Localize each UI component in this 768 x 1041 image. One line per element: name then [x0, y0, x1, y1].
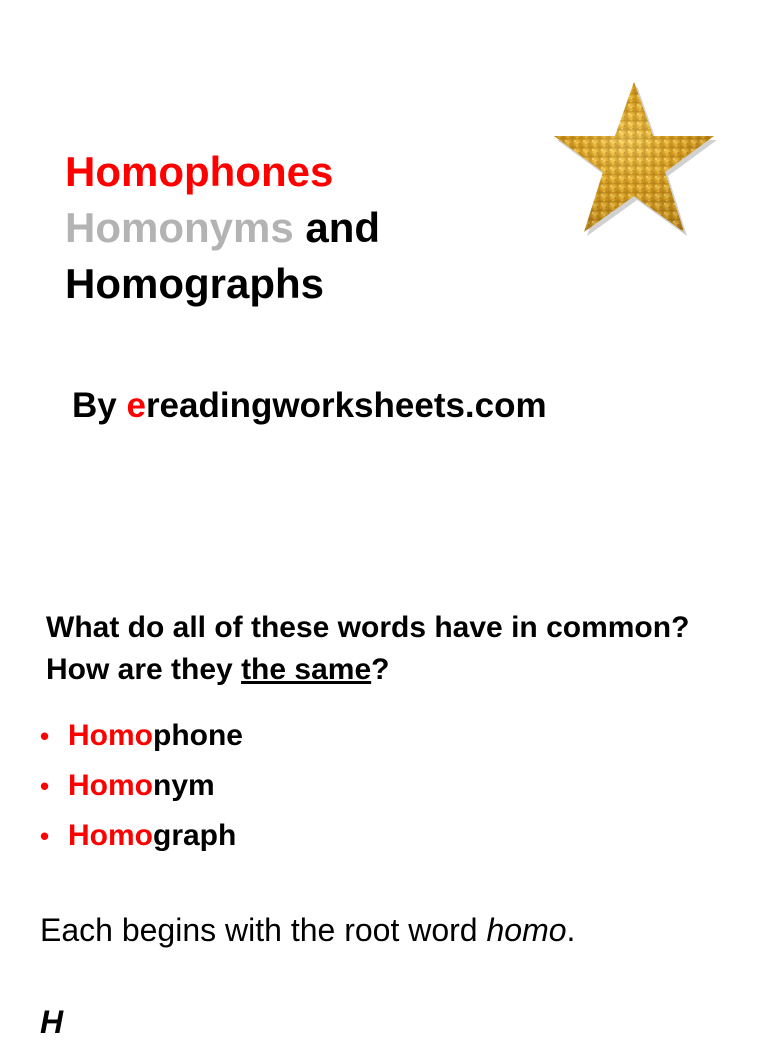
- title-homophones: Homophones: [65, 148, 334, 195]
- word-suffix: nym: [153, 769, 215, 802]
- word-suffix: phone: [153, 719, 243, 752]
- root-word: homo: [486, 912, 567, 948]
- root-sentence-end: .: [566, 912, 576, 948]
- bullet-icon: •: [40, 821, 50, 851]
- title-homonyms: Homonyms: [65, 204, 294, 251]
- word-suffix: graph: [153, 819, 237, 852]
- root-sentence-text: Each begins with the root word: [40, 912, 487, 948]
- question-part-1: What do all of these words have in common? How are they: [46, 611, 690, 686]
- gold-glitter-star-icon: [546, 76, 722, 246]
- question-part-2: ?: [371, 653, 390, 686]
- title-and: and: [293, 204, 381, 251]
- byline-highlight: e: [126, 386, 146, 425]
- root-word-sentence: [40, 912, 575, 949]
- question-underlined: the same: [241, 653, 372, 686]
- root-prefix: Homo: [68, 819, 153, 852]
- bullet-icon: •: [40, 771, 50, 801]
- title-homographs: Homographs: [65, 260, 325, 307]
- cut-off-heading: H: [40, 1004, 64, 1040]
- root-prefix: Homo: [68, 769, 153, 802]
- bullet-list: [40, 715, 243, 865]
- list-item: [40, 765, 243, 815]
- byline-site: readingworksheets.com: [145, 386, 547, 425]
- byline: [72, 386, 547, 426]
- byline-prefix: By: [72, 386, 127, 425]
- list-item: [40, 715, 243, 765]
- root-prefix: Homo: [68, 719, 153, 752]
- bullet-icon: •: [40, 721, 50, 751]
- list-item: [40, 815, 243, 865]
- page-title: [65, 144, 545, 312]
- title-line-2: [65, 200, 545, 256]
- question-text: [46, 607, 726, 691]
